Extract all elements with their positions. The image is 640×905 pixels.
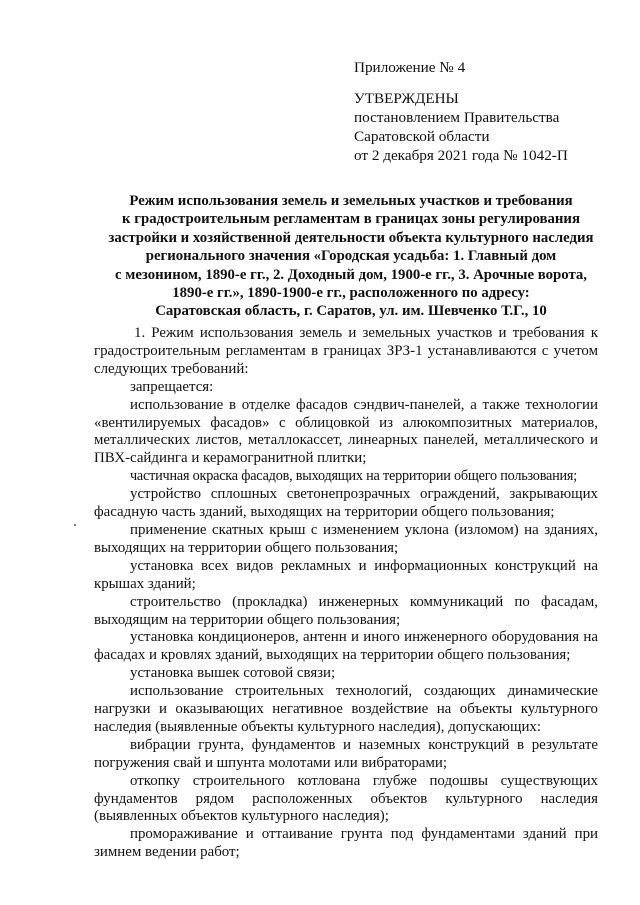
- approved-heading: УТВЕРЖДЕНЫ: [354, 90, 459, 107]
- paragraph-prohibited-heading: запрещается:: [130, 378, 214, 395]
- document-body: [94, 325, 598, 862]
- title-line: 1890-е гг.», 1890-1900-е гг., расположенного по адресу:: [172, 285, 530, 302]
- paragraph-item: установка кондиционеров, антенн и иного инженерного оборудования на фасадах и кровлях зданий, выходящих на территории общего пользования;: [94, 629, 598, 664]
- approval-line: постановлением Правительства: [354, 109, 560, 126]
- paragraph-subitem: промораживание и оттаивание грунта под фундаментами зданий при зимнем ведении работ;: [94, 826, 598, 861]
- paragraph-intro: 1. Режим использования земель и земельных участков и требования к градостроительным регламентам в границах ЗРЗ-1 устанавливаются с учетом следующих требований:: [94, 325, 598, 377]
- scan-speck: [74, 524, 76, 526]
- paragraph-item: установка вышек сотовой связи;: [130, 665, 336, 682]
- approval-line: Саратовской области: [354, 128, 490, 145]
- title-line: с мезонином, 1890-е гг., 2. Доходный дом, 1900-е гг., 3. Арочные ворота,: [114, 266, 588, 283]
- paragraph-item: устройство сплошных светонепрозрачных ограждений, закрывающих фасадную часть зданий, выходящих на территории общего пользования;: [94, 486, 598, 521]
- paragraph-item: использование в отделке фасадов сэндвич-панелей, а также технологии «вентилируемых фасадов» с облицовкой из алюкомпозитных материалов, металлических листов, металлокассет, линеарных панелей, металлического и ПВХ-сайдинга и керамогранитной плитки;: [94, 396, 598, 467]
- paragraph-item: частичная окраска фасадов, выходящих на территории общего пользования;: [130, 468, 577, 485]
- title-line: Режим использования земель и земельных участков и требования: [129, 193, 573, 209]
- paragraph-subitem: вибрации грунта, фундаментов и наземных конструкций в результате погружения свай и шпунта молотами или вибраторами;: [94, 736, 598, 771]
- annex-number: Приложение № 4: [354, 59, 466, 76]
- approval-block: [354, 58, 614, 165]
- approval-line: от 2 декабря 2021 года № 1042-П: [354, 147, 568, 164]
- document-title: [92, 192, 610, 321]
- title-line: к градостроительным регламентам в границах зоны регулирования: [122, 211, 580, 228]
- title-line: Саратовская область, г. Саратов, ул. им. Шевченко Т.Г., 10: [155, 303, 547, 320]
- paragraph-item: применение скатных крыш с изменением уклона (изломом) на зданиях, выходящих на территории общего пользования;: [94, 521, 598, 556]
- paragraph-item: строительство (прокладка) инженерных коммуникаций по фасадам, выходящим на территории общего пользования;: [94, 593, 598, 628]
- title-line: регионального значения «Городская усадьба: 1. Главный дом: [145, 248, 557, 265]
- paragraph-subitem: откопку строительного котлована глубже подошвы существующих фундаментов рядом расположенных объектов культурного наследия (выявленных объектов культурного наследия);: [94, 772, 598, 825]
- paragraph-item: использование строительных технологий, создающих динамические нагрузки и оказывающих негативное воздействие на объекты культурного наследия (выявленные объекты культурного наследия), допускающих:: [94, 683, 598, 735]
- paragraph-item: установка всех видов рекламных и информационных конструкций на крышах зданий;: [94, 557, 598, 592]
- title-line: застройки и хозяйственной деятельности объекта культурного наследия: [108, 229, 594, 246]
